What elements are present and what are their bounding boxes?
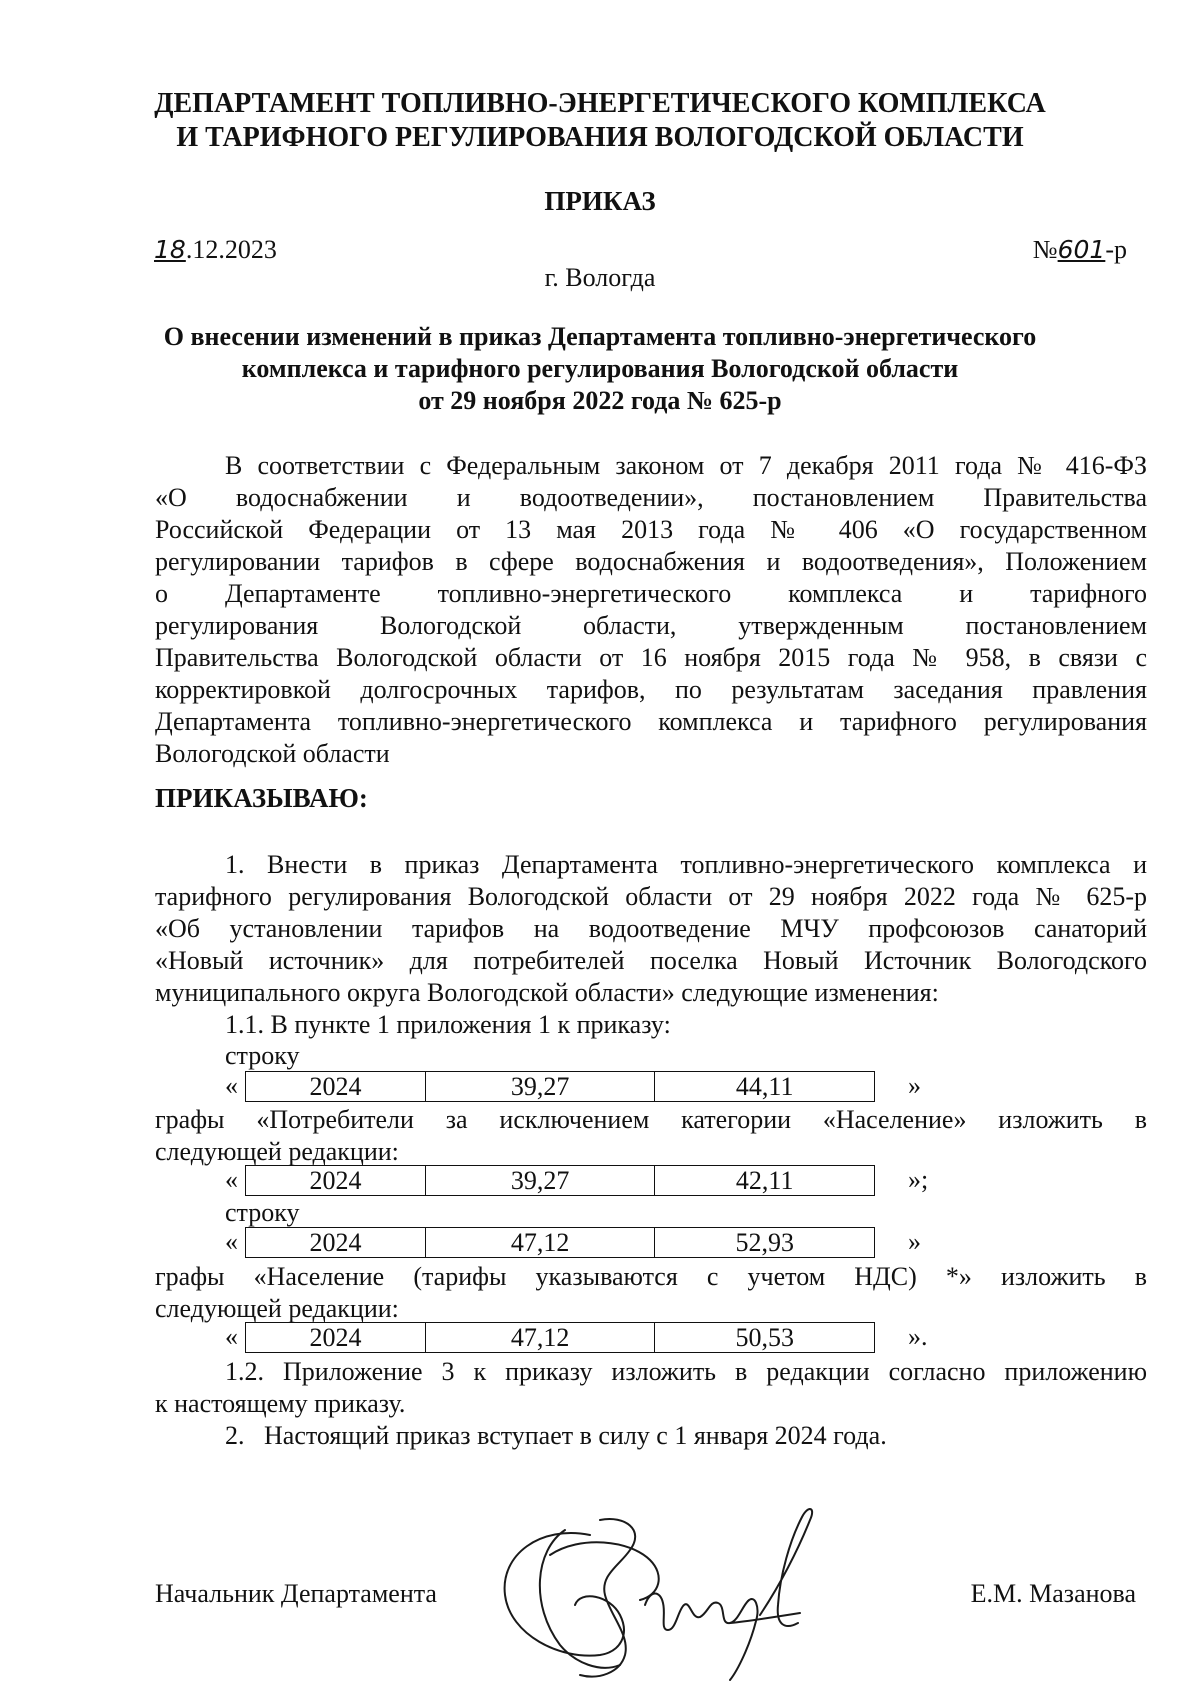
handwritten-signature (480, 1495, 860, 1685)
item-1-2: 1.2. Приложение 3 к приказу изложить в редакции согласно приложению к настоящему приказу. (155, 1357, 1147, 1418)
title-line2: комплекса и тарифного регулирования Вологодской области (241, 354, 959, 383)
table-cell: 2024 (246, 1228, 426, 1258)
stroku-label-1: строку (225, 1041, 300, 1070)
order-word: ПРИКАЗЫВАЮ: (155, 783, 368, 813)
table-cell: 50,53 (655, 1323, 875, 1353)
title-line3: от 29 ноября 2022 года № 625-р (418, 386, 782, 415)
document-number: №601-р (1032, 235, 1127, 264)
grafy-2: графы «Население (тарифы указываются с учетом НДС) *» изложить в следующей редакции: (155, 1262, 1147, 1323)
city: г. Вологда (544, 263, 656, 292)
item-1-1: 1.1. В пункте 1 приложения 1 к приказу: (225, 1010, 671, 1039)
title-line1: О внесении изменений в приказ Департамента топливно-энергетического (163, 322, 1037, 351)
table-cell: 2024 (246, 1166, 426, 1196)
signatory-name: Е.М. Мазанова (970, 1579, 1136, 1608)
date-printed: .12.2023 (185, 235, 277, 264)
table-cell: 44,11 (655, 1072, 875, 1102)
date-handwritten: 18 (154, 235, 186, 264)
number-handwritten: 601 (1057, 235, 1106, 264)
stroku-label-2: строку (225, 1198, 300, 1227)
table-cell: 39,27 (425, 1072, 655, 1102)
table-cell: 47,12 (425, 1228, 655, 1258)
table-cell: 2024 (246, 1072, 426, 1102)
item-2: 2. Настоящий приказ вступает в силу с 1 января 2024 года. (225, 1421, 887, 1450)
table-cell: 2024 (246, 1323, 426, 1353)
department-name-line2: И ТАРИФНОГО РЕГУЛИРОВАНИЯ ВОЛОГОДСКОЙ ОБЛАСТИ (176, 122, 1024, 153)
preamble: В соответствии с Федеральным законом от 7 декабря 2011 года № 416-ФЗ «О водоснабжении и водоотведении», постановлением Правительства Российской Федерации от 13 мая 2013 года № 406 «О государственном регулировании тарифов в сфере водоснабжения и водоотведения», Положением о Департаменте топливно-энергетического комплекса и тарифного регулирования Вологодской области, утвержденным постановлением Правительства Вологодской области от 16 ноября 2015 года № 958, в связи с корректировкой долгосрочных тарифов, по результатам заседания правления Департамента топливно-энергетического комплекса и тарифного регулирования Вологодской области (155, 451, 1147, 768)
table-cell: 52,93 (655, 1228, 875, 1258)
grafy-1: графы «Потребители за исключением категории «Население» изложить в следующей редакции: (155, 1105, 1147, 1166)
document-page: ДЕПАРТАМЕНТ ТОПЛИВНО-ЭНЕРГЕТИЧЕСКОГО КОМПЛЕКСА И ТАРИФНОГО РЕГУЛИРОВАНИЯ ВОЛОГОДСКОЙ ОБЛАСТИ ПРИКАЗ 18.12.2023 №601-р г. Вологда О внесении изменений в приказ Департамента топливно-энергетического комплекса и тарифного регулирования Вологодской области от 29 ноября 2022 года № 625-р В соответствии с Федеральным законом от 7 декабря 2011 года № 416-ФЗ «О водоснабжении и водоотведении», постановлением Правительства Российской Федерации от 13 мая 2013 года № 406 «О государственном регулировании тарифов в сфере водоснабжения и водоотведения», Положением о Департаменте топливно-энергетического комплекса и тарифного регулирования Вологодской области, утвержденным постановлением Правительства Вологодской области от 16 ноября 2015 года № 958, в связи с корректировкой долгосрочных тарифов, по результатам заседания правления Департамента топливно-энергетического комплекса и тарифного регулирования Вологодской области ПРИКАЗЫВАЮ: 1. Внести в приказ Департамента топливно-энергетического комплекса и тарифного регулирования Вологодской области от 29 ноября 2022 года № 625-р «Об установлении тарифов на водоотведение МЧУ профсоюзов санаторий «Новый источник» для потребителей поселка Новый Источник Вологодского муниципального округа Вологодской области» следующие изменения: 1.1. В пункте 1 приложения 1 к приказу: строку « 2024 39,27 44,11 » графы «Потребители за исключением категории «Население» изложить в следующей редакции: « 2024 39,27 42,11 »; строку « 2024 47,12 52,93 » графы «Население (тарифы указываются с учетом НДС) *» изложить в следующей редакции: « 2024 47,12 50,53 ». 1.2. Приложение 3 к приказу изложить в редакции согласно приложению к настоящему приказу. 2. Настоящий приказ вступает в силу с 1 января 2024 года. Начальник Департамента Е.М. Мазанова (0, 0, 1200, 1695)
item-1: 1. Внести в приказ Департамента топливно-энергетического комплекса и тарифного регулирования Вологодской области от 29 ноября 2022 года № 625-р «Об установлении тарифов на водоотведение МЧУ профсоюзов санаторий «Новый источник» для потребителей поселка Новый Источник Вологодского муниципального округа Вологодской области» следующие изменения: (155, 850, 1147, 1007)
document-type: ПРИКАЗ (544, 186, 656, 216)
table-cell: 42,11 (655, 1166, 875, 1196)
department-name-line1: ДЕПАРТАМЕНТ ТОПЛИВНО-ЭНЕРГЕТИЧЕСКОГО КОМПЛЕКСА (154, 88, 1046, 119)
table-cell: 47,12 (425, 1323, 655, 1353)
table-cell: 39,27 (425, 1166, 655, 1196)
signatory-position: Начальник Департамента (155, 1579, 437, 1608)
